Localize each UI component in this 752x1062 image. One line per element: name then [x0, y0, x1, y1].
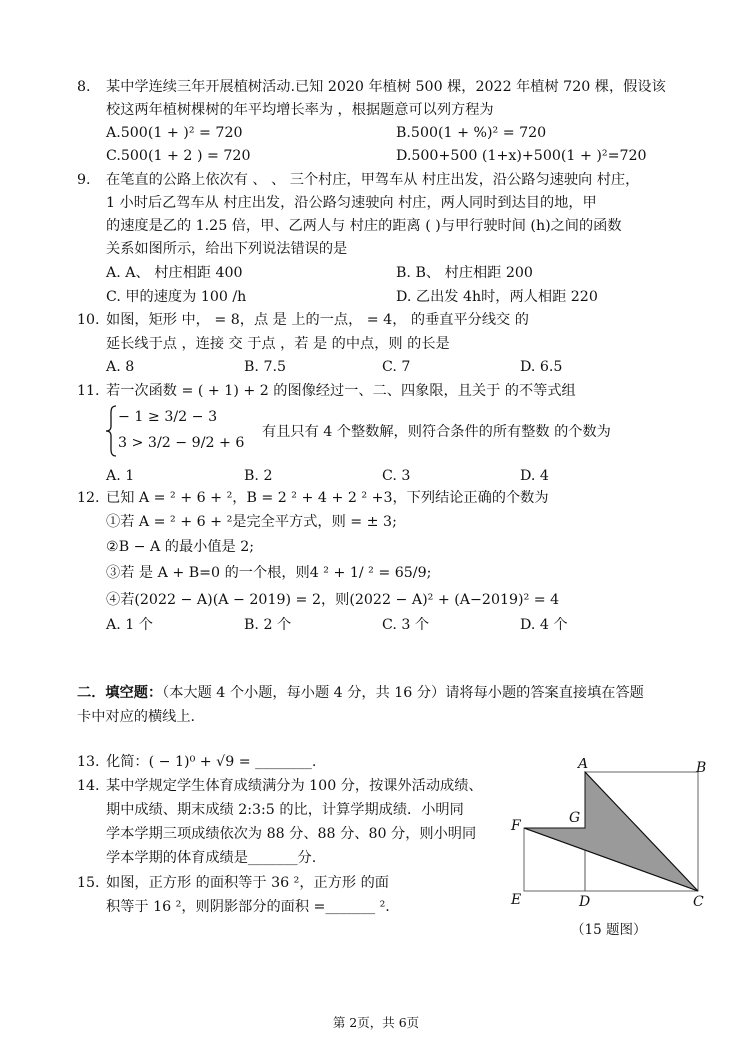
q11-option-b: B. 2: [244, 468, 273, 484]
q12-option-c: C. 3 个: [382, 617, 430, 633]
q14-number: 14.: [77, 778, 100, 794]
q10-option-d: D. 6.5: [520, 359, 563, 375]
label-g: G: [569, 810, 581, 826]
section-2-title: 二．填空题：: [77, 685, 163, 701]
q12-statement-1: ①若 A = ² + 6 + ²是完全平方式，则 = ± 3;: [106, 514, 397, 530]
page-footer: 第 2页，共 6页: [332, 1015, 420, 1030]
q14-line-2: 期中成绩、期末成绩 2:3:5 的比，计算学期成绩．小明同: [106, 802, 464, 818]
q12-option-a: A. 1 个: [106, 617, 153, 633]
q10-option-c: C. 7: [382, 359, 411, 375]
q11-system-brace: [104, 404, 118, 458]
label-f: F: [511, 818, 521, 834]
q15-line-1: 如图，正方形 的面积等于 36 ²，正方形 的面: [106, 875, 389, 891]
q13-line-1: 化简：( − 1)⁰ + √9 = ________.: [106, 754, 317, 770]
q10-number: 10.: [77, 312, 100, 328]
section-2-heading: [77, 683, 644, 703]
q15-number: 15.: [77, 875, 100, 891]
q8-option-c: C.500(1 + 2 ) = 720: [106, 148, 251, 164]
q11-number: 11.: [77, 383, 100, 399]
shaded-triangle: [524, 772, 698, 891]
q12-statement-4: ④若(2022 − A)(A − 2019) = 2，则(2022 − A)² + (A−2019)² = 4: [106, 592, 560, 608]
q11-line-2: 有且只有 4 个整数解，则符合条件的所有整数 的个数为: [262, 424, 611, 440]
q9-line-4: 关系如图所示，给出下列说法错误的是: [106, 241, 348, 257]
q14-line-3: 学本学期三项成绩依次为 88 分、88 分、80 分，则小明同: [106, 826, 477, 842]
q8-line-1: 某中学连续三年开展植树活动.已知 2020 年植树 500 棵，2022 年植树 720 棵，假设该: [106, 79, 666, 95]
q11-inequality-2: 3 > 3/2 − 9/2 + 6: [118, 435, 245, 451]
q11-option-d: D. 4: [520, 468, 549, 484]
q15-line-2: 积等于 16 ²，则阴影部分的面积 =_______ ².: [106, 899, 390, 915]
q12-number: 12.: [77, 490, 100, 506]
q15-figure: [505, 758, 720, 916]
label-d: D: [579, 894, 591, 910]
section-2-intro-1: （本大题 4 个小题，每小题 4 分，共 16 分）请将每小题的答案直接填在答题: [162, 685, 644, 701]
q8-option-a: A.500(1 + )² = 720: [106, 125, 243, 141]
q10-option-a: A. 8: [106, 359, 135, 375]
q8-number: 8.: [77, 79, 91, 95]
q8-option-d: D.500+500 (1+x)+500(1 + )²=720: [396, 148, 647, 164]
q12-statement-2: ②B − A 的最小值是 2;: [106, 539, 255, 555]
q9-option-a: A. A、 村庄相距 400: [106, 265, 243, 281]
q8-option-b: B.500(1 + %)² = 720: [396, 125, 547, 141]
q14-line-4: 学本学期的体育成绩是_______分.: [106, 850, 317, 866]
q10-line-2: 延长线于点 ，连接 交 于点 ，若 是 的中点，则 的长是: [106, 336, 450, 352]
q8-line-2: 校这两年植树棵树的年平均增长率为 ，根据题意可以列方程为: [106, 102, 494, 118]
figure-caption: （15 题图）: [571, 922, 647, 938]
q9-line-3: 的速度是乙的 1.25 倍，甲、乙两人与 村庄的距离 ( )与甲行驶时间 (h)之间的函数: [106, 218, 622, 234]
label-c: C: [693, 894, 704, 910]
q9-option-d: D. 乙出发 4h时，两人相距 220: [396, 289, 598, 305]
label-e: E: [511, 892, 522, 908]
q9-number: 9.: [77, 172, 91, 188]
q9-line-1: 在笔直的公路上依次有 、 、 三个村庄，甲驾车从 村庄出发，沿公路匀速驶向 村庄，: [106, 172, 640, 188]
q10-option-b: B. 7.5: [244, 359, 287, 375]
q9-line-2: 1 小时后乙驾车从 村庄出发，沿公路匀速驶向 村庄，两人同时到达目的地，甲: [106, 195, 597, 211]
q13-number: 13.: [77, 754, 100, 770]
q11-inequality-1: − 1 ≥ 3/2 − 3: [118, 409, 218, 425]
q14-line-1: 某中学规定学生体育成绩满分为 100 分，按课外活动成绩、: [106, 778, 483, 794]
q9-option-b: B. B、 村庄相距 200: [396, 265, 533, 281]
section-2-intro-2: 卡中对应的横线上.: [77, 709, 196, 725]
q12-option-b: B. 2 个: [244, 617, 292, 633]
q12-statement-3: ③若 是 A + B=0 的一个根，则4 ² + 1/ ² = 65/9;: [106, 565, 432, 581]
label-b: B: [696, 760, 707, 776]
label-a: A: [578, 758, 589, 772]
q12-option-d: D. 4 个: [520, 617, 568, 633]
q11-line-1: 若一次函数 = ( + 1) + 2 的图像经过一、二、四象限，且关于 的不等式组: [106, 383, 576, 399]
q10-line-1: 如图，矩形 中， = 8，点 是 上的一点， = 4， 的垂直平分线交 的: [106, 312, 529, 328]
q11-option-c: C. 3: [382, 468, 411, 484]
q9-option-c: C. 甲的速度为 100 /h: [106, 289, 247, 305]
q12-line-1: 已知 A = ² + 6 + ²，B = 2 ² + 4 + 2 ² +3，下列结论正确的个数为: [106, 490, 549, 506]
q11-option-a: A. 1: [106, 468, 135, 484]
